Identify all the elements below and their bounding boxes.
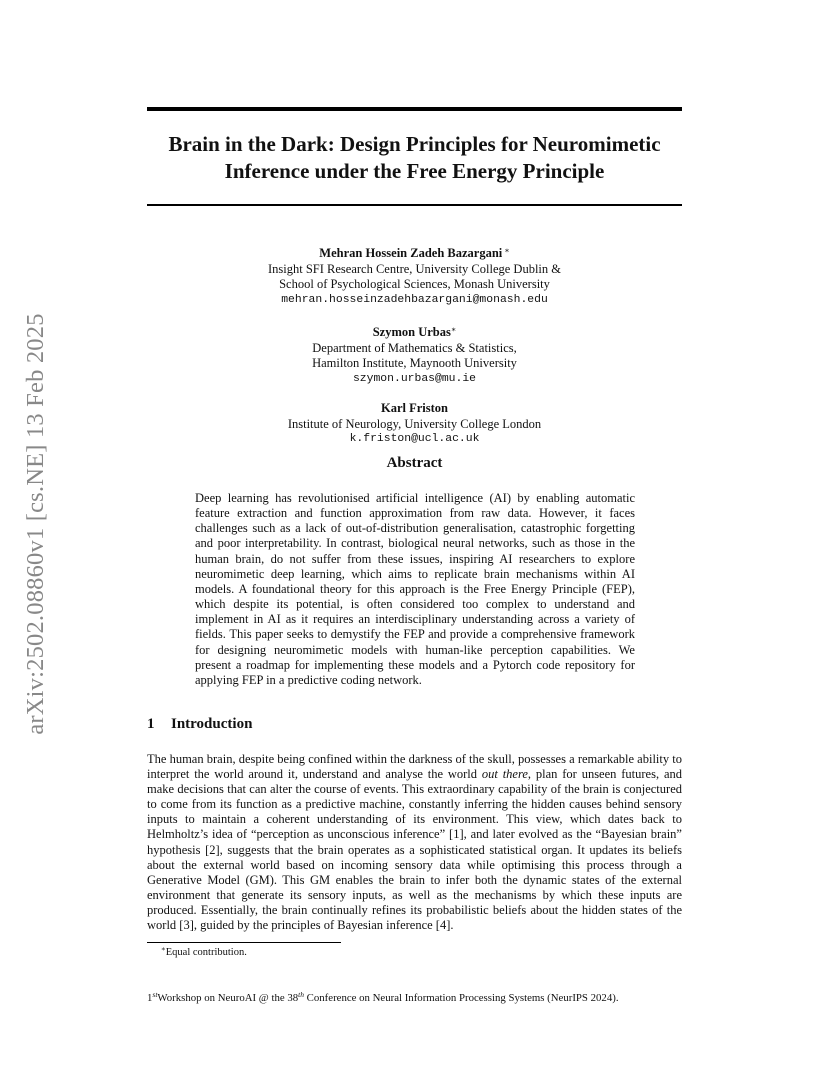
author-2 [147,322,682,387]
footnote-rule [147,942,341,943]
paper-title [147,131,682,185]
author-email: mehran.hosseinzadehbazargani@monash.edu [281,293,548,306]
author-name: Szymon Urbas∗ [372,325,457,339]
venue-note: 1stWorkshop on NeuroAI @ the 38th Conference on Neural Information Processing Systems (NeurIPS 2024). [147,990,619,1004]
arxiv-identifier [18,290,54,758]
author-email: k.friston@ucl.ac.uk [349,433,480,445]
footnote-text: Equal contribution. [165,947,247,958]
title-top-rule [147,107,682,111]
section-title: Introduction [171,716,253,732]
abstract-heading: Abstract [386,455,443,471]
title-bottom-rule [147,204,682,206]
author-affiliation: Hamilton Institute, Maynooth University [312,356,517,370]
author-name: Mehran Hossein Zadeh Bazargani ∗ [319,246,510,260]
author-1 [147,243,682,308]
arxiv-identifier-text: arXiv:2502.08860v1 [cs.NE] 13 Feb 2025 [22,313,49,735]
footnote-mark: ∗ [161,945,166,953]
author-mark: ∗ [502,246,510,255]
author-affiliation: Insight SFI Research Centre, University College Dublin & [267,261,561,276]
author-affiliation: Institute of Neurology, University College London [287,416,542,431]
introduction-paragraph: The human brain, despite being confined within the darkness of the skull, possesses a remarkable ability to interpret the world around it, understand and analyse the world out there, plan for unseen futures, and make decisions that can alter the course of events. This extraordinary capability of the brain is conjectured to come from its function as a predictive machine, constantly inferring the hidden causes behind sensory inputs to maintain a coherent understanding of its environment. This view, which dates back to Helmholtz’s idea of “perception as unconscious inference” [1], and later evolved as the “Bayesian brain” hypothesis [2], suggests that the brain operates as a sophisticated statistical organ. It updates its beliefs about the external world based on incoming sensory data while optimising this process through a Generative Model (GM). This GM enables the brain to infer both the dynamic states of the external environment that generate its sensory inputs, as well as the mechanisms by which these inputs are produced. Essentially, the brain continually refines its probabilistic beliefs about the hidden states of the world [3], guided by the principles of Bayesian inference [4]. [147,752,682,933]
author-3 [147,401,682,448]
section-heading [147,716,252,733]
abstract-text: Deep learning has revolutionised artificial intelligence (AI) by enabling automatic feature extraction and function approximation from raw data. However, it faces challenges such as a lack of out-of-distribution generalisation, catastrophic forgetting and poor interpretability. In contrast, biological neural networks, such as those in the human brain, do not suffer from these issues, inspiring AI researchers to explore neuromimetic deep learning, which aims to replicate brain mechanisms within AI models. A foundational theory for this approach is the Free Energy Principle (FEP), which despite its potential, is often considered too complex to understand and implement in AI as it requires an interdisciplinary understanding across a variety of fields. This paper seeks to demystify the FEP and provide a comprehensive framework for designing neuromimetic models with human-like perception capabilities. We present a roadmap for implementing these models and a Pytorch code repository for applying FEP in a predictive coding network. [195,491,635,687]
author-affiliation: School of Psychological Sciences, Monash University [279,277,550,291]
title-line-1: Brain in the Dark: Design Principles for Neuromimetic [168,132,661,156]
author-affiliation: Department of Mathematics & Statistics, [312,340,517,355]
emphasis-text: out there [481,767,528,782]
title-line-2: Inference under the Free Energy Principle [224,159,605,183]
footnote [161,945,247,958]
author-block [147,243,682,462]
section-number: 1 [147,716,155,732]
author-name: Karl Friston [380,401,448,415]
author-email: szymon.urbas@mu.ie [352,372,477,385]
author-mark: ∗ [450,325,457,334]
